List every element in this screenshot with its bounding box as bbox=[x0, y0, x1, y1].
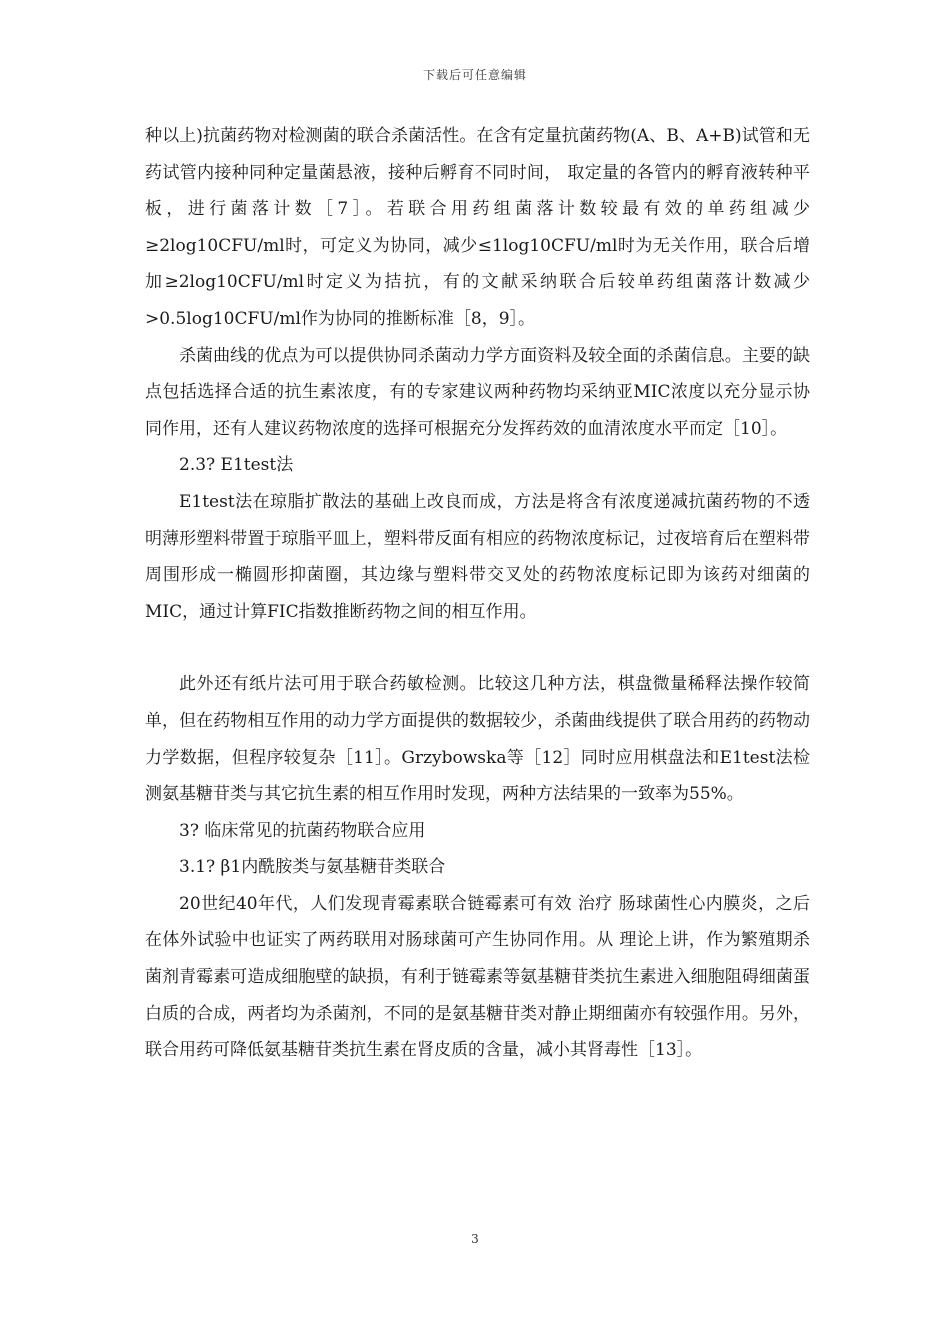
paragraph-penicillin-streptomycin: 20世纪40年代，人们发现青霉素联合链霉素可有效 治疗 肠球菌性心内膜炎，之后在体外试验中也证实了两药联用对肠球菌可产生协同作用。从 理论上讲，作为繁殖期杀菌剂青霉素可造成细胞壁的缺损，有利于链霉素等氨基糖苷类抗生素进入细胞阻碍细菌蛋白质的合成，两者均为杀菌剂，不同的是氨基糖苷类对静止期细菌亦有较强作用。另外，联合用药可降低氨基糖苷类抗生素在肾皮质的含量，减小其肾毒性［13］。 bbox=[145, 893, 810, 1061]
page-number: 3 bbox=[471, 1232, 479, 1246]
paragraph-kill-curve-pros-cons: 杀菌曲线的优点为可以提供协同杀菌动力学方面资料及较全面的杀菌信息。主要的缺点包括选择合适的抗生素浓度，有的专家建议两种药物均采纳亚MIC浓度以充分显示协同作用，还有人建议药物浓度的选择可根据充分发挥药效的血清浓度水平而定［10］。 bbox=[145, 345, 810, 439]
paragraph-method-comparison: 此外还有纸片法可用于联合药敏检测。比较这几种方法，棋盘微量稀释法操作较简单，但在药物相互作用的动力学方面提供的数据较少，杀菌曲线提供了联合用药的药物动力学数据，但程序较复杂［11］。Grzybowska等［12］同时应用棋盘法和E1test法检测氨基糖苷类与其它抗生素的相互作用时发现，两种方法结果的一致率为55%。 bbox=[145, 674, 810, 805]
paragraph-etest-method: E1test法在琼脂扩散法的基础上改良而成，方法是将含有浓度递减抗菌药物的不透明薄形塑料带置于琼脂平皿上，塑料带反面有相应的药物浓度标记，过夜培育后在塑料带周围形成一椭圆形抑菌圈，其边缘与塑料带交叉处的药物浓度标记即为该药对细菌的MIC，通过计算FIC指数推断药物之间的相互作用。 bbox=[145, 491, 810, 622]
paragraph-spacer bbox=[145, 630, 810, 666]
page-header: 下载后可任意编辑 bbox=[422, 68, 527, 82]
section-heading-etest: 2.3? E1test法 bbox=[179, 455, 294, 476]
section-heading-beta-lactam: 3.1? β1内酰胺类与氨基糖苷类联合 bbox=[179, 857, 446, 878]
document-body bbox=[145, 118, 810, 1069]
section-heading-clinical: 3? 临床常见的抗菌药物联合应用 bbox=[179, 820, 426, 841]
paragraph-kill-curve-method: 种以上)抗菌药物对检测菌的联合杀菌活性。在含有定量抗菌药物(A、B、A+B)试管和无药试管内接种同种定量菌悬液，接种后孵育不同时间， 取定量的各管内的孵育液转种平板，进行菌落计数［7］。若联合用药组菌落计数较最有效的单药组减少≥2log10CFU/ml时，可定义为协同，减少≤1log10CFU/ml时为无关作用，联合后增加≥2log10CFU/ml时定义为拮抗，有的文献采纳联合后较单药组菌落计数减少>0.5log10CFU/ml作为协同的推断标准［8，9］。 bbox=[145, 126, 810, 329]
